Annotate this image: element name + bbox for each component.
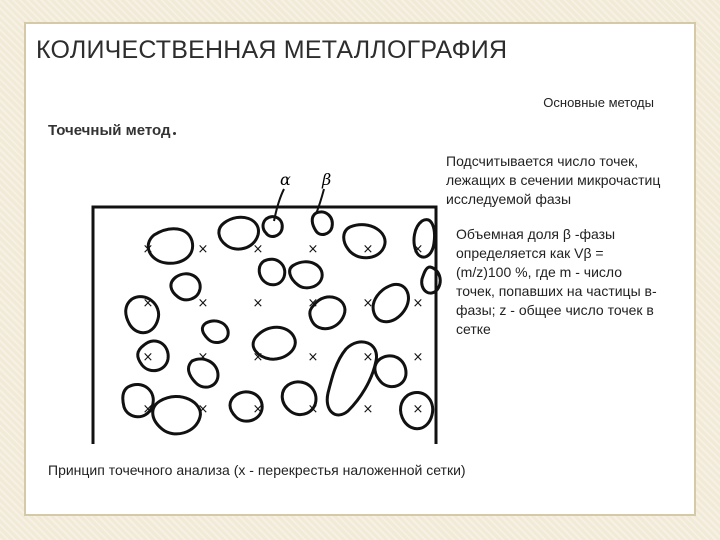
microstructure-diagram bbox=[88, 149, 468, 444]
grid-marker: × bbox=[362, 296, 374, 311]
grid-marker: × bbox=[252, 350, 264, 365]
note-volume-fraction: Объемная доля β -фазы определяется как Vβ = (m/z)100 %, где m - число точек, попавших на частицы в-фазы; z - общее число точек в сетке bbox=[456, 226, 657, 337]
grid-marker: × bbox=[307, 350, 319, 365]
beta-leader-line bbox=[316, 189, 324, 214]
grid-marker: × bbox=[307, 296, 319, 311]
particle bbox=[373, 284, 408, 321]
grid-marker: × bbox=[412, 242, 424, 257]
point-analysis-figure bbox=[88, 149, 468, 444]
grid-marker: × bbox=[362, 402, 374, 417]
slide-subtitle: Основные методы bbox=[543, 95, 654, 110]
grid-marker: × bbox=[197, 350, 209, 365]
grid-marker: × bbox=[142, 402, 154, 417]
particle bbox=[259, 259, 285, 285]
particle bbox=[153, 396, 201, 433]
note-counting-points: Подсчитывается число точек, лежащих в сечении микрочастиц исследуемой фазы bbox=[446, 153, 661, 207]
particle bbox=[312, 212, 332, 235]
grid-marker: × bbox=[197, 402, 209, 417]
grid-marker: × bbox=[252, 242, 264, 257]
slide bbox=[24, 22, 696, 516]
grid-marker: × bbox=[197, 296, 209, 311]
grid-marker: × bbox=[197, 242, 209, 257]
grid-marker: × bbox=[362, 350, 374, 365]
particle bbox=[171, 274, 200, 300]
figure-caption: Принцип точечного анализа (х - перекрестья наложенной сетки) bbox=[48, 462, 466, 478]
grid-marker: × bbox=[362, 242, 374, 257]
grid-marker: × bbox=[252, 402, 264, 417]
slide-title: КОЛИЧЕСТВЕННАЯ МЕТАЛЛОГРАФИЯ bbox=[36, 36, 508, 64]
particle bbox=[263, 217, 282, 237]
grid-marker: × bbox=[412, 402, 424, 417]
notes-panel bbox=[446, 152, 686, 339]
method-heading: Точечный метод bbox=[48, 122, 176, 139]
alpha-label: α bbox=[280, 170, 291, 189]
grid-marker: × bbox=[307, 242, 319, 257]
grid-marker: × bbox=[142, 350, 154, 365]
grid-marker: × bbox=[142, 242, 154, 257]
grid-marker: × bbox=[307, 402, 319, 417]
particle bbox=[202, 321, 228, 343]
particle bbox=[290, 262, 323, 288]
particle bbox=[375, 356, 406, 387]
grid-marker: × bbox=[142, 296, 154, 311]
grid-marker: × bbox=[412, 350, 424, 365]
particle bbox=[148, 229, 192, 264]
grid-marker: × bbox=[252, 296, 264, 311]
grid-marker: × bbox=[412, 296, 424, 311]
beta-label: β bbox=[322, 170, 332, 189]
